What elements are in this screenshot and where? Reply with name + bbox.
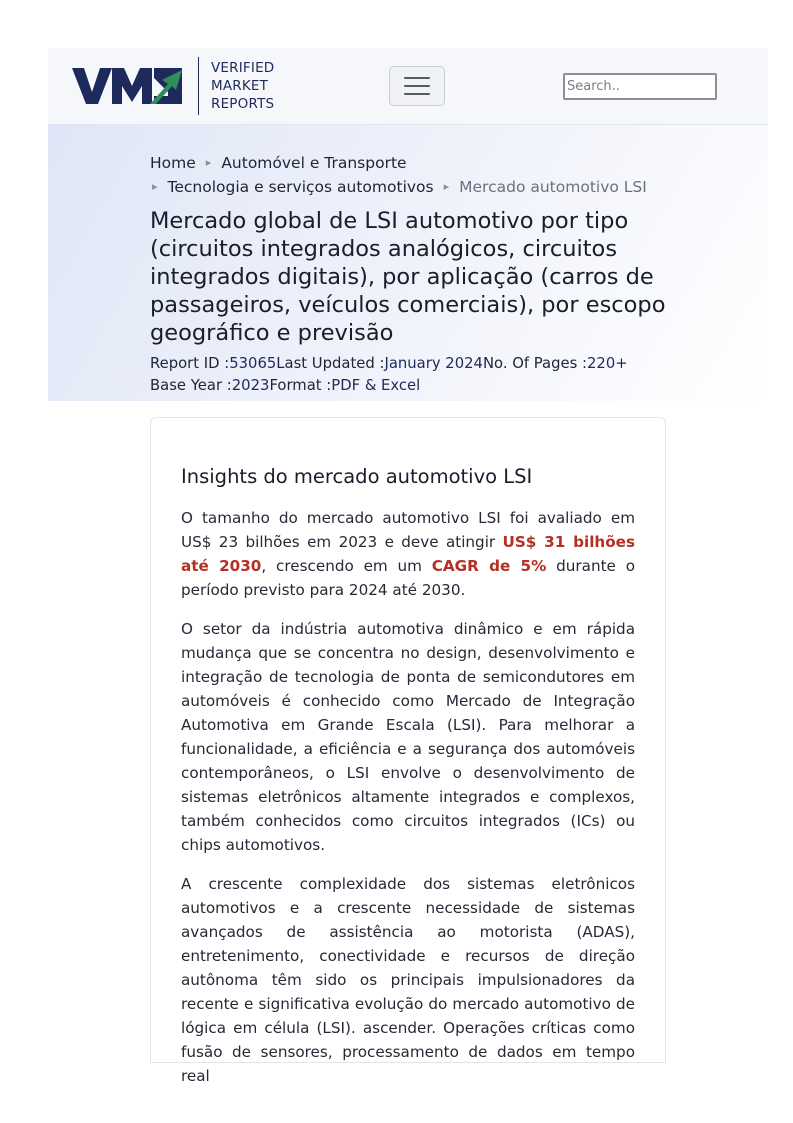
page-title: Mercado global de LSI automotivo por tipo (circuitos integrados analógicos, circuitos integrados digitais), por aplicação (carros de passageiros, veículos comerciais), por escopo geográfico e previsão — [150, 208, 666, 346]
chevron-right-icon: ▸ — [205, 156, 212, 169]
report-meta — [150, 353, 690, 397]
brand-name-line: VERIFIED — [211, 60, 275, 76]
hamburger-menu-icon — [404, 93, 430, 95]
insights-paragraph: O setor da indústria automotiva dinâmico e em rápida mudança que se concentra no design, desenvolvimento e integração de tecnologia de ponta de semicondutores em automóveis é conhecido como Mercado de Integração Automotiva em Grande Escala (LSI). Para melhorar a funcionalidade, a eficiência e a segurança dos automóveis contemporâneos, o LSI envolve o desenvolvimento de sistemas eletrônicos altamente integrados e complexos, também conhecidos como circuitos integrados (ICs) ou chips automotivos. — [181, 620, 635, 854]
paragraph-text: durante o período previsto para 2024 até 2030. — [181, 557, 635, 599]
format-value: PDF & Excel — [331, 377, 421, 394]
last-updated-value: January 2024 — [384, 355, 483, 372]
logo-divider — [198, 57, 199, 115]
vmr-logo-mark — [72, 66, 184, 106]
hamburger-menu-icon — [404, 77, 430, 79]
insights-card — [150, 417, 666, 1085]
chevron-right-icon: ▸ — [152, 180, 158, 193]
site-header — [48, 48, 768, 125]
report-id-value: 53065 — [229, 355, 277, 372]
report-hero — [48, 125, 768, 401]
breadcrumb-subcategory-link[interactable]: Tecnologia e serviços automotivos — [167, 178, 434, 196]
paragraph-text: , crescendo em um — [261, 557, 432, 575]
insights-heading: Insights do mercado automotivo LSI — [181, 465, 533, 488]
search-input[interactable] — [563, 73, 717, 100]
brand-name — [211, 59, 274, 113]
breadcrumb-home-link[interactable]: Home — [150, 154, 196, 172]
cagr-highlight: CAGR de 5% — [431, 557, 547, 575]
report-id-label: Report ID : — [150, 355, 230, 372]
hamburger-menu-icon — [404, 85, 430, 87]
pages-label: No. Of Pages : — [482, 355, 588, 372]
hamburger-menu-button[interactable] — [389, 66, 445, 106]
breadcrumb-category-link[interactable]: Automóvel e Transporte — [221, 154, 407, 172]
chevron-right-icon: ▸ — [443, 180, 450, 193]
brand-name-line: REPORTS — [211, 96, 275, 112]
breadcrumb — [150, 151, 670, 199]
brand-logo[interactable] — [72, 56, 274, 116]
base-year-value: 2023 — [231, 377, 270, 394]
insights-paragraph: A crescente complexidade dos sistemas eletrônicos automotivos e a crescente necessidade de sistemas avançados de assistência ao motorista (ADAS), entretenimento, conectividade e recursos de direção autônoma têm sido os principais impulsionadores da recente e significativa evolução do mercado automotivo de lógica em célula (LSI). ascender. Operações críticas como fusão de sensores, processamento de dados em tempo real — [181, 875, 635, 1085]
format-label: Format : — [269, 377, 332, 394]
breadcrumb-current: Mercado automotivo LSI — [459, 178, 647, 196]
base-year-label: Base Year : — [150, 377, 232, 394]
insights-body — [181, 506, 635, 1103]
paragraph-text: O tamanho do mercado automotivo LSI foi avaliado em US$ 23 bilhões em 2023 e deve atingir — [181, 509, 635, 551]
brand-name-line: MARKET — [211, 78, 269, 94]
pages-value: 220+ — [587, 355, 628, 372]
insights-paragraph — [181, 506, 635, 602]
last-updated-label: Last Updated : — [276, 355, 385, 372]
market-forecast-highlight: US$ 31 bilhões até 2030 — [181, 533, 636, 575]
